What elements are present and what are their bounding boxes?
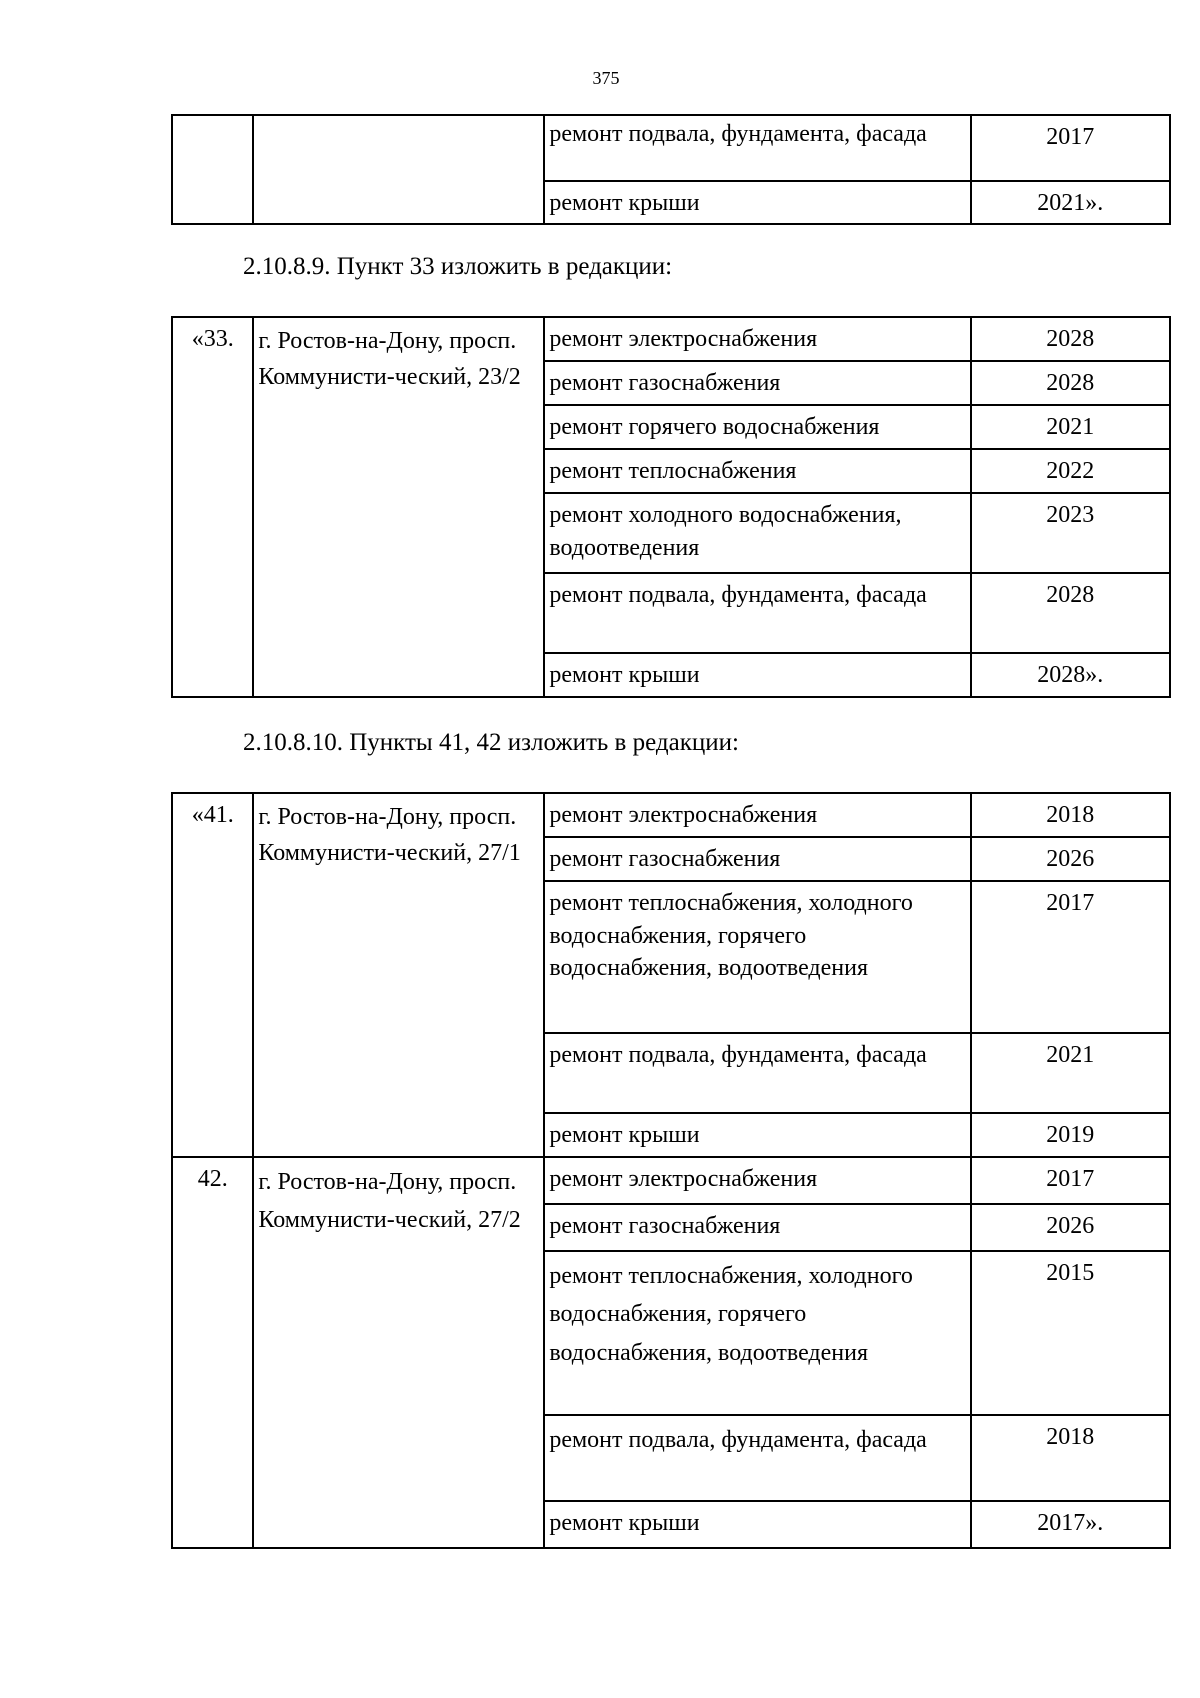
table-items-41-42 — [171, 792, 1171, 1549]
cell-year: 2021 — [971, 405, 1170, 449]
cell-year: 2017 — [971, 115, 1170, 181]
table-row — [172, 317, 1170, 361]
cell-year: 2021 — [971, 1033, 1170, 1113]
table-item-33 — [171, 316, 1171, 698]
cell-work: ремонт газоснабжения — [544, 361, 970, 405]
cell-year: 2028 — [971, 573, 1170, 653]
cell-address: г. Ростов-на-Дону, просп. Коммунисти-ческий, 23/2 — [253, 317, 544, 697]
cell-work: ремонт теплоснабжения — [544, 449, 970, 493]
cell-work: ремонт крыши — [544, 653, 970, 697]
cell-year: 2018 — [971, 793, 1170, 837]
cell-work: ремонт горячего водоснабжения — [544, 405, 970, 449]
cell-work: ремонт электроснабжения — [544, 793, 970, 837]
paragraph-items-41-42: 2.10.8.10. Пункты 41, 42 изложить в редакции: — [243, 729, 739, 756]
cell-year: 2018 — [971, 1415, 1170, 1501]
cell-year: 2028». — [971, 653, 1170, 697]
table-row — [172, 793, 1170, 837]
cell-address: г. Ростов-на-Дону, просп. Коммунисти-ческий, 27/1 — [253, 793, 544, 1157]
cell-year: 2022 — [971, 449, 1170, 493]
cell-work: ремонт подвала, фундамента, фасада — [544, 1033, 970, 1113]
cell-year: 2021». — [971, 181, 1170, 224]
cell-year: 2028 — [971, 317, 1170, 361]
cell-work: ремонт подвала, фундамента, фасада — [544, 115, 970, 181]
cell-number-empty — [172, 115, 253, 224]
table-row — [172, 1157, 1170, 1204]
cell-work: ремонт теплоснабжения, холодного водоснабжения, горячего водоснабжения, водоотведения — [544, 881, 970, 1033]
page-number: 375 — [592, 68, 620, 88]
cell-work: ремонт газоснабжения — [544, 1204, 970, 1251]
table-row — [172, 115, 1170, 181]
cell-work: ремонт электроснабжения — [544, 1157, 970, 1204]
cell-address-empty — [253, 115, 544, 224]
cell-work: ремонт подвала, фундамента, фасада — [544, 573, 970, 653]
cell-number: «33. — [172, 317, 253, 697]
cell-work: ремонт крыши — [544, 181, 970, 224]
cell-year: 2015 — [971, 1251, 1170, 1415]
table-continuation — [171, 114, 1171, 225]
cell-year: 2019 — [971, 1113, 1170, 1157]
cell-work: ремонт электроснабжения — [544, 317, 970, 361]
cell-year: 2026 — [971, 837, 1170, 881]
cell-year: 2028 — [971, 361, 1170, 405]
cell-year: 2026 — [971, 1204, 1170, 1251]
cell-work: ремонт крыши — [544, 1501, 970, 1548]
cell-work: ремонт газоснабжения — [544, 837, 970, 881]
cell-year: 2017 — [971, 881, 1170, 1033]
paragraph-item-33: 2.10.8.9. Пункт 33 изложить в редакции: — [243, 253, 673, 280]
cell-year: 2017 — [971, 1157, 1170, 1204]
cell-work: ремонт теплоснабжения, холодного водоснабжения, горячего водоснабжения, водоотведения — [544, 1251, 970, 1415]
cell-year: 2017». — [971, 1501, 1170, 1548]
cell-number: «41. — [172, 793, 253, 1157]
cell-number: 42. — [172, 1157, 253, 1548]
cell-address: г. Ростов-на-Дону, просп. Коммунисти-ческий, 27/2 — [253, 1157, 544, 1548]
cell-year: 2023 — [971, 493, 1170, 573]
cell-work: ремонт крыши — [544, 1113, 970, 1157]
cell-work: ремонт подвала, фундамента, фасада — [544, 1415, 970, 1501]
cell-work: ремонт холодного водоснабжения, водоотведения — [544, 493, 970, 573]
